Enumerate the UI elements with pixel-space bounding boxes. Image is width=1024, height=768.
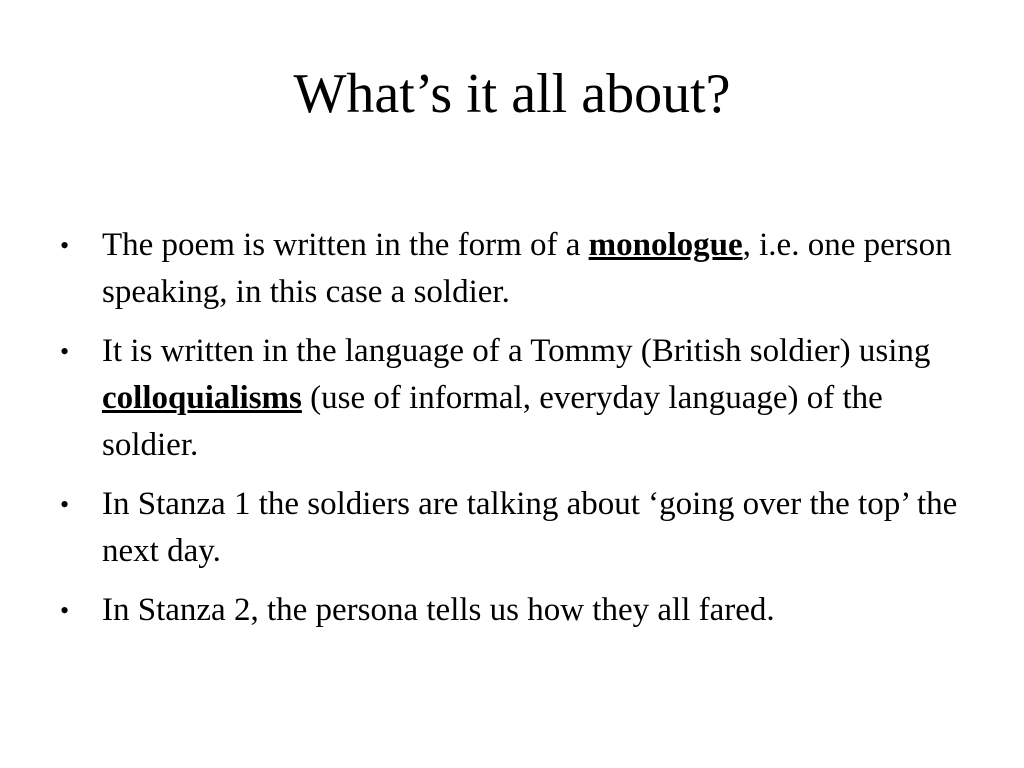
bullet-text: In Stanza 1 the soldiers are talking about ‘going over the top’ the next day. xyxy=(102,486,958,569)
bullet-text: In Stanza 2, the persona tells us how they all fared. xyxy=(102,592,775,628)
bullet-icon: • xyxy=(60,231,70,260)
bullet-item-stanza-1 xyxy=(56,481,986,575)
bullet-item-colloquialisms xyxy=(56,328,986,469)
bullet-list xyxy=(56,222,986,646)
bullet-icon: • xyxy=(60,596,70,625)
key-term-colloquialisms: colloquialisms xyxy=(102,380,302,416)
slide-title: What’s it all about? xyxy=(293,63,731,125)
bullet-text-after: (use of informal, everyday language) of the soldier. xyxy=(102,380,883,463)
bullet-item-stanza-2 xyxy=(56,587,986,634)
key-term-monologue: monologue xyxy=(588,227,743,263)
bullet-text-before: The poem is written in the form of a xyxy=(102,227,589,263)
bullet-icon: • xyxy=(60,490,70,519)
bullet-item-monologue xyxy=(56,222,986,316)
bullet-icon: • xyxy=(60,337,70,366)
bullet-text-before: It is written in the language of a Tommy (British soldier) using xyxy=(102,333,931,369)
bullet-text-after: , i.e. one person speaking, in this case a soldier. xyxy=(102,227,952,310)
